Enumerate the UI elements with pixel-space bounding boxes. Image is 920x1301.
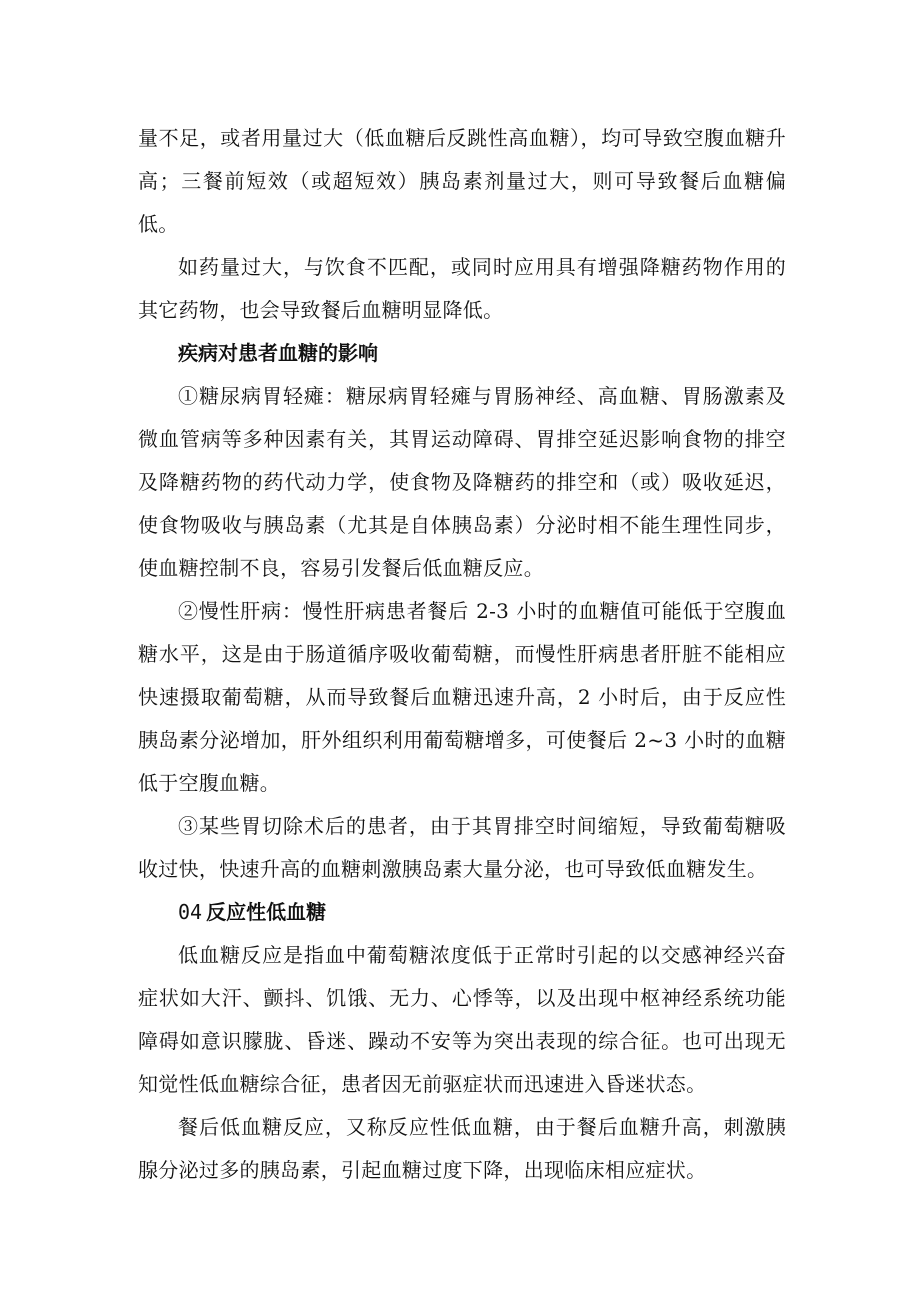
paragraph-chronic-liver-disease: ②慢性肝病：慢性肝病患者餐后 2-3 小时的血糖值可能低于空腹血糖水平，这是由于肠道循序吸收葡萄糖，而慢性肝病患者肝脏不能相应快速摄取葡萄糖，从而导致餐后血糖迅速升高，2 小时后，由于反应性胰岛素分泌增加，肝外组织利用葡萄糖增多，可使餐后 2~3 小时的血糖低于空腹血糖。 bbox=[138, 599, 786, 795]
paragraph-postprandial-reaction: 餐后低血糖反应，又称反应性低血糖，由于餐后血糖升高，刺激胰腺分泌过多的胰岛素，引起血糖过度下降，出现临床相应症状。 bbox=[138, 1115, 786, 1182]
paragraph-insulin-dose: 量不足，或者用量过大（低血糖后反跳性高血糖），均可导致空腹血糖升高；三餐前短效（或超短效）胰岛素剂量过大，则可导致餐后血糖偏低。 bbox=[138, 126, 786, 236]
paragraph-hypoglycemia-definition: 低血糖反应是指血中葡萄糖浓度低于正常时引起的以交感神经兴奋症状如大汗、颤抖、饥饿、无力、心悸等，以及出现中枢神经系统功能障碍如意识朦胧、昏迷、躁动不安等为突出表现的综合征。也可出现无知觉性低血糖综合征，患者因无前驱症状而迅速进入昏迷状态。 bbox=[138, 943, 786, 1096]
section-heading-reactive-hypoglycemia bbox=[138, 891, 786, 934]
paragraph-drug-overdose: 如药量过大，与饮食不匹配，或同时应用具有增强降糖药物作用的其它药物，也会导致餐后血糖明显降低。 bbox=[138, 255, 786, 322]
section-title: 反应性低血糖 bbox=[206, 900, 327, 924]
paragraph-diabetic-gastroparesis: ①糖尿病胃轻瘫：糖尿病胃轻瘫与胃肠神经、高血糖、胃肠激素及微血管病等多种因素有关，其胃运动障碍、胃排空延迟影响食物的排空及降糖药物的药代动力学，使食物及降糖药的排空和（或）吸收延迟，使食物吸收与胰岛素（尤其是自体胰岛素）分泌时相不能生理性同步，使血糖控制不良，容易引发餐后低血糖反应。 bbox=[138, 384, 786, 580]
document-body bbox=[138, 117, 786, 1192]
section-heading-disease-effects: 疾病对患者血糖的影响 bbox=[178, 341, 378, 365]
paragraph-gastrectomy: ③某些胃切除术后的患者，由于其胃排空时间缩短，导致葡萄糖吸收过快，快速升高的血糖刺激胰岛素大量分泌，也可导致低血糖发生。 bbox=[138, 814, 786, 881]
section-number: 04 bbox=[178, 900, 203, 924]
